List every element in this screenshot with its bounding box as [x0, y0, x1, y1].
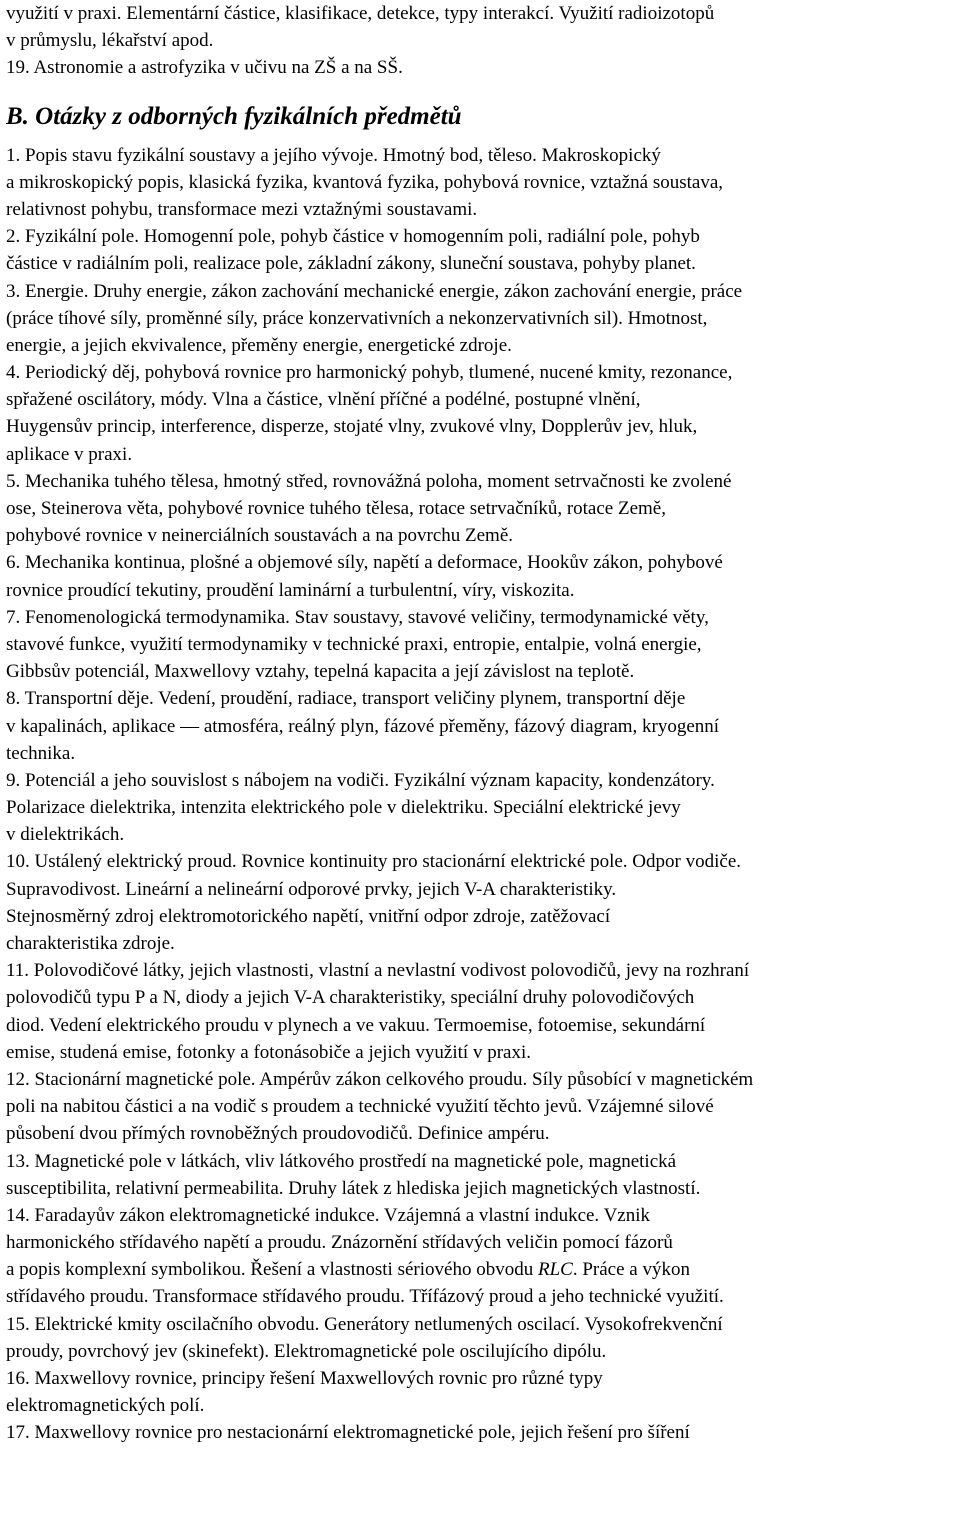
text-line: harmonického střídavého napětí a proudu. Znázornění střídavých veličin pomocí fázorů — [6, 1232, 673, 1254]
rlc-term: RLC — [537, 1259, 573, 1281]
text-line: aplikace v praxi. — [6, 443, 133, 465]
text-line: 5. Mechanika tuhého tělesa, hmotný střed, rovnovážná poloha, moment setrvačnosti ke zvolené — [6, 470, 732, 492]
text-line: Gibbsův potenciál, Maxwellovy vztahy, tepelná kapacita a její závislost na teplotě. — [6, 661, 635, 683]
text-line: 12. Stacionární magnetické pole. Ampérův zákon celkového proudu. Síly působící v magnetickém — [6, 1068, 754, 1090]
text-line: 8. Transportní děje. Vedení, proudění, radiace, transport veličiny plynem, transportní děje — [6, 688, 686, 710]
text-line: stavové funkce, využití termodynamiky v technické praxi, entropie, entalpie, volná energie, — [6, 633, 702, 655]
text-line: 11. Polovodičové látky, jejich vlastnosti, vlastní a nevlastní vodivost polovodičů, jevy na rozhraní — [6, 960, 750, 982]
text-line: 9. Potenciál a jeho souvislost s nábojem na vodiči. Fyzikální význam kapacity, kondenzátory. — [6, 769, 715, 791]
text-line: 13. Magnetické pole v látkách, vliv látkového prostředí na magnetické pole, magnetická — [6, 1150, 677, 1172]
text-line: Supravodivost. Lineární a nelineární odporové prvky, jejich V-A charakteristiky. — [6, 878, 617, 900]
text-line: pohybové rovnice v neinerciálních soustavách a na povrchu Země. — [6, 525, 514, 547]
text-line: 19. Astronomie a astrofyzika v učivu na ZŠ a na SŠ. — [6, 57, 403, 79]
text-line: Huygensův princip, interference, disperze, stojaté vlny, zvukové vlny, Dopplerův jev, hluk, — [6, 416, 698, 438]
rlc-line-before: a popis komplexní symbolikou. Řešení a vlastnosti sériového obvodu — [6, 1259, 538, 1281]
text-line: 16. Maxwellovy rovnice, principy řešení Maxwellových rovnic pro různé typy — [6, 1368, 603, 1389]
text-line: 4. Periodický děj, pohybová rovnice pro harmonický pohyb, tlumené, nucené kmity, rezonance, — [6, 362, 733, 384]
text-line-rlc — [6, 1256, 958, 1283]
text-line: emise, studená emise, fotonky a fotonásobiče a jejich využití v praxi. — [6, 1041, 531, 1063]
text-line: působení dvou přímých rovnoběžných proudovodičů. Definice ampéru. — [6, 1123, 550, 1145]
text-line: 1. Popis stavu fyzikální soustavy a jejího vývoje. Hmotný bod, těleso. Makroskopický — [6, 144, 661, 166]
text-line: spřažené oscilátory, módy. Vlna a částice, vlnění příčné a podélné, postupné vlnění, — [6, 389, 641, 411]
text-line: Stejnosměrný zdroj elektromotorického napětí, vnitřní odpor zdroje, zatěžovací — [6, 905, 611, 927]
text-line: rovnice proudící tekutiny, proudění laminární a turbulentní, víry, viskozita. — [6, 579, 575, 601]
text-line: diod. Vedení elektrického proudu v plynech a ve vakuu. Termoemise, fotoemise, sekundární — [6, 1014, 706, 1036]
text-line: střídavého proudu. Transformace střídavého proudu. Třífázový proud a jeho technické využití. — [6, 1286, 724, 1308]
text-line: (práce tíhové síly, proměnné síly, práce konzervativních a nekonzervativních sil). Hmotnost, — [6, 307, 708, 329]
questions-list — [6, 142, 958, 1447]
text-line: susceptibilita, relativní permeabilita. Druhy látek z hlediska jejich magnetických vlastností. — [6, 1177, 701, 1199]
text-line: v průmyslu, lékařství apod. — [6, 30, 214, 52]
text-line: elektromagnetických polí. — [6, 1395, 205, 1417]
text-line: částice v radiálním poli, realizace pole, základní zákony, sluneční soustava, pohyby planet. — [6, 253, 696, 275]
text-line: Polarizace dielektrika, intenzita elektrického pole v dielektriku. Speciální elektrické jevy — [6, 797, 681, 819]
text-line: proudy, povrchový jev (skinefekt). Elektromagnetické pole oscilujícího dipólu. — [6, 1340, 607, 1362]
text-line: a mikroskopický popis, klasická fyzika, kvantová fyzika, pohybová rovnice, vztažná soustava, — [6, 171, 724, 193]
text-line: 3. Energie. Druhy energie, zákon zachování mechanické energie, zákon zachování energie, práce — [6, 280, 743, 302]
text-line: 15. Elektrické kmity oscilačního obvodu. Generátory netlumených oscilací. Vysokofrekvenční — [6, 1313, 723, 1335]
rlc-line-after: . Práce a výkon — [572, 1259, 690, 1281]
text-line: 17. Maxwellovy rovnice pro nestacionární elektromagnetické pole, jejich řešení pro šíření — [6, 1422, 690, 1444]
section-heading: B. Otázky z odborných fyzikálních předmětů — [6, 102, 462, 130]
intro-block — [6, 0, 958, 82]
text-line: v dielektrikách. — [6, 824, 125, 846]
document-page — [6, 0, 958, 1522]
text-line: 10. Ustálený elektrický proud. Rovnice kontinuity pro stacionární elektrické pole. Odpor vodiče. — [6, 851, 741, 873]
text-line: v kapalinách, aplikace — atmosféra, reálný plyn, fázové přeměny, fázový diagram, kryogenní — [6, 715, 720, 737]
text-line: polovodičů typu P a N, diody a jejich V-A charakteristiky, speciální druhy polovodičových — [6, 987, 695, 1009]
text-line: poli na nabitou částici a na vodič s proudem a technické využití těchto jevů. Vzájemné silové — [6, 1096, 714, 1118]
text-line: technika. — [6, 742, 76, 764]
text-line: 2. Fyzikální pole. Homogenní pole, pohyb částice v homogenním poli, radiální pole, pohyb — [6, 226, 700, 248]
text-line: 14. Faradayův zákon elektromagnetické indukce. Vzájemná a vlastní indukce. Vznik — [6, 1204, 651, 1226]
text-line: 7. Fenomenologická termodynamika. Stav soustavy, stavové veličiny, termodynamické věty, — [6, 606, 709, 628]
text-line: ose, Steinerova věta, pohybové rovnice tuhého tělesa, rotace setrvačníků, rotace Země, — [6, 498, 666, 519]
text-line: relativnost pohybu, transformace mezi vztažnými soustavami. — [6, 198, 478, 220]
text-line: energie, a jejich ekvivalence, přeměny energie, energetické zdroje. — [6, 334, 512, 356]
text-line: využití v praxi. Elementární částice, klasifikace, detekce, typy interakcí. Využití radioizotopů — [6, 3, 715, 24]
text-line: charakteristika zdroje. — [6, 933, 175, 954]
text-line: 6. Mechanika kontinua, plošné a objemové síly, napětí a deformace, Hookův zákon, pohybové — [6, 552, 723, 574]
